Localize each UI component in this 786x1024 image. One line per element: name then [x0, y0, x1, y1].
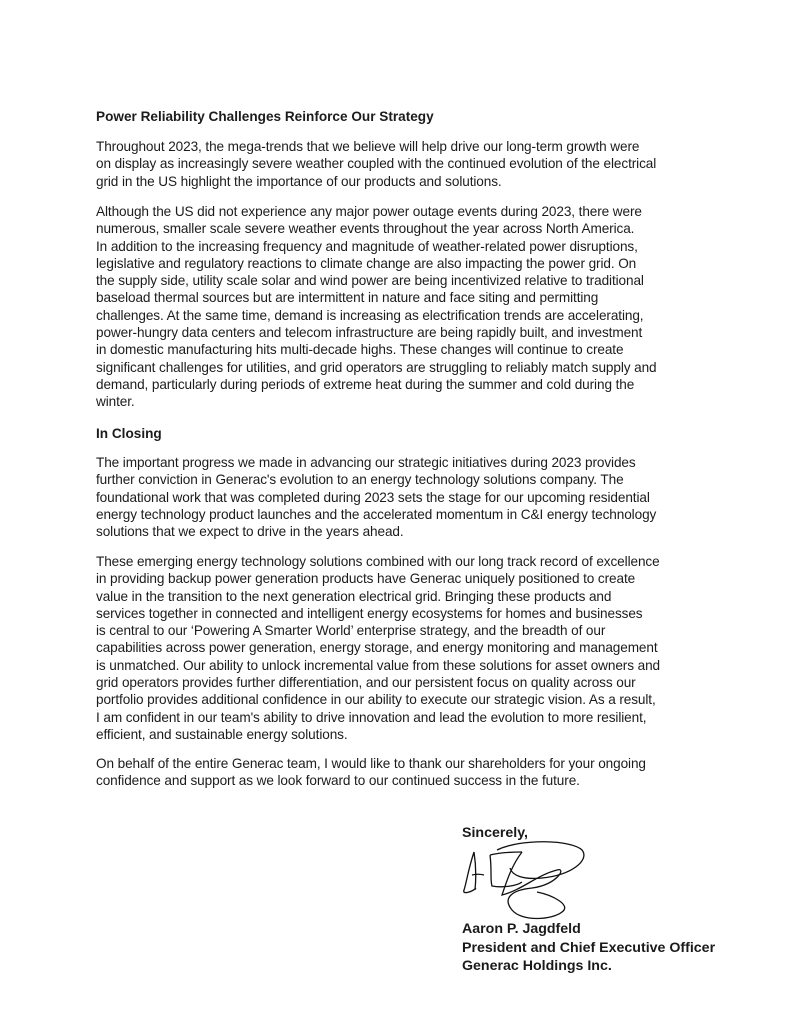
text-line: in domestic manufacturing hits multi-decade highs. These changes will continue to create [96, 342, 624, 358]
text-line: foundational work that was completed during 2023 sets the stage for our upcoming residential [96, 489, 650, 505]
text-line: is unmatched. Our ability to unlock incremental value from these solutions for asset owners and [96, 657, 660, 673]
text-line: significant challenges for utilities, and grid operators are struggling to reliably match supply and [96, 359, 657, 375]
text-line: power-hungry data centers and telecom infrastructure are being rapidly built, and investment [96, 325, 643, 341]
paragraph [96, 454, 656, 540]
text-line: in providing backup power generation products have Generac uniquely positioned to create [96, 571, 636, 587]
paragraph [96, 553, 660, 743]
text-line: challenges. At the same time, demand is increasing as electrification trends are accelerating, [96, 307, 644, 323]
text-line: winter. [96, 394, 135, 410]
text-line: Throughout 2023, the mega-trends that we believe will help drive our long-term growth were [96, 139, 640, 154]
text-line: legislative and regulatory reactions to climate change are also impacting the power grid. On [96, 255, 637, 271]
text-line: capabilities across power generation, energy storage, and energy monitoring and management [96, 640, 658, 656]
text-line: is central to our ‘Powering A Smarter World’ enterprise strategy, and the breadth of our [96, 623, 606, 639]
section-heading: Power Reliability Challenges Reinforce Our Strategy [96, 109, 434, 124]
text-line: energy technology product launches and the accelerated momentum in C&I energy technology [96, 506, 657, 522]
text-line: On behalf of the entire Generac team, I would like to thank our shareholders for your ongoing [96, 756, 646, 771]
company-name: Generac Holdings Inc. [462, 958, 612, 974]
text-line: confidence and support as we look forward to our continued success in the future. [96, 773, 580, 789]
text-line: demand, particularly during periods of extreme heat during the summer and cold during the [96, 376, 635, 392]
paragraph [96, 203, 657, 411]
text-line: In addition to the increasing frequency and magnitude of weather-related power disruptions, [96, 238, 638, 254]
text-line: value in the transition to the next generation electrical grid. Bringing these products and [96, 588, 612, 604]
text-line: grid operators provides further differentiation, and our persistent focus on quality across our [96, 675, 636, 691]
text-line: portfolio provides additional confidence in our ability to execute our strategic vision. As a result, [96, 692, 656, 708]
text-line: These emerging energy technology solutions combined with our long track record of excellence [96, 554, 660, 569]
section-heading: In Closing [96, 426, 162, 441]
text-line: grid in the US highlight the importance of our products and solutions. [96, 173, 502, 189]
paragraph [96, 755, 646, 790]
text-line: efficient, and sustainable energy solutions. [96, 726, 348, 742]
text-line: solutions that we expect to drive in the years ahead. [96, 524, 404, 540]
text-line: further conviction in Generac's evolution to an energy technology solutions company. The [96, 472, 624, 488]
signer-name: Aaron P. Jagdfeld [462, 921, 581, 937]
text-line: The important progress we made in advancing our strategic initiatives during 2023 provides [96, 455, 636, 470]
closing: Sincerely, [462, 825, 528, 841]
text-line: services together in connected and intelligent energy ecosystems for homes and businesses [96, 605, 643, 621]
text-line: Although the US did not experience any major power outage events during 2023, there were [96, 204, 642, 219]
paragraph [96, 138, 656, 190]
signature-image [462, 840, 592, 925]
text-line: I am confident in our team's ability to drive innovation and lead the evolution to more resilient, [96, 709, 647, 725]
text-line: the supply side, utility scale solar and wind power are being incentivized relative to traditional [96, 273, 644, 289]
text-line: numerous, smaller scale severe weather events throughout the year across North America. [96, 221, 635, 237]
text-line: baseload thermal sources but are intermittent in nature and face siting and permitting [96, 290, 599, 306]
signer-title: President and Chief Executive Officer [462, 939, 716, 956]
text-line: on display as increasingly severe weather coupled with the continued evolution of the electrical [96, 156, 657, 172]
